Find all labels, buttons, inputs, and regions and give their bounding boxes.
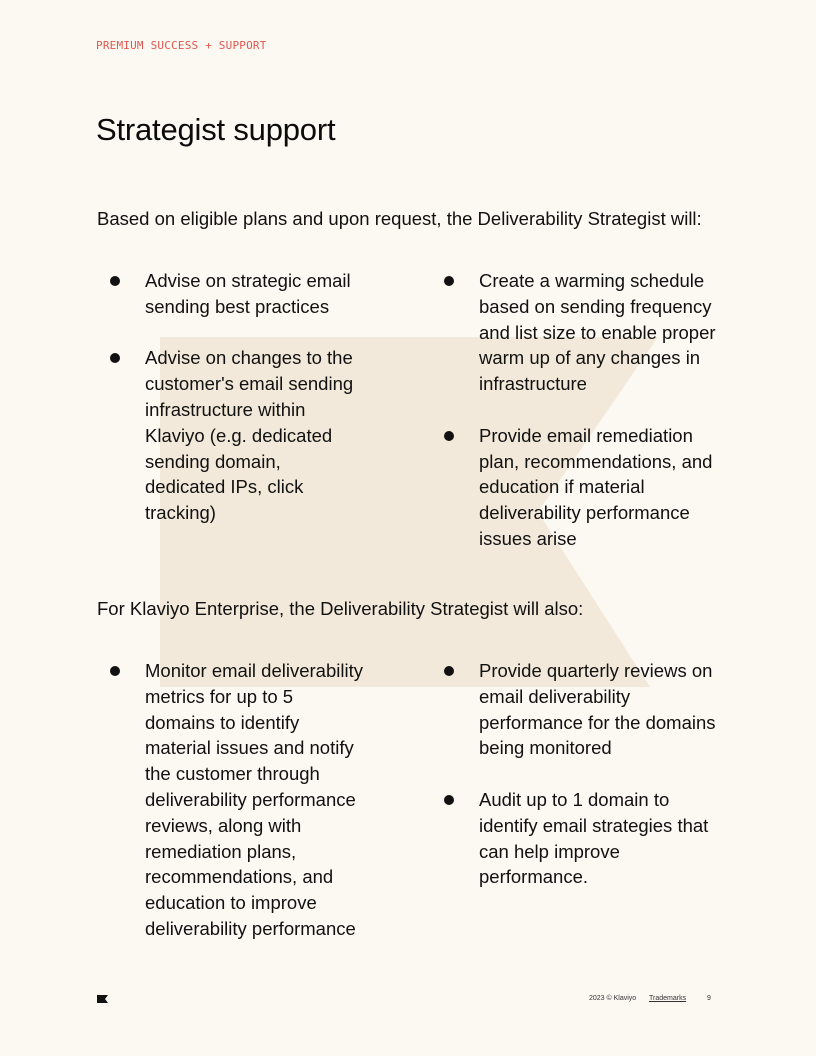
page-title: Strategist support [96,112,336,147]
list-item-text: Audit up to 1 domain to identify email strategies that can help improve performance. [479,788,709,888]
bullet-icon [444,276,454,286]
list-item-text: Provide quarterly reviews on email deliverability performance for the domains being monitored [479,660,716,759]
list-item [444,787,724,890]
list-item-text: Advise on strategic email sending best practices [145,270,351,317]
list-item [110,345,365,526]
list-item-text: Create a warming schedule based on sending frequency and list size to enable proper warm up of any changes in infrastructure [479,270,716,395]
section1-right-list [444,268,724,578]
section2-intro: For Klaviyo Enterprise, the Deliverability Strategist will also: [97,598,584,619]
section2-left-list [110,658,365,968]
list-item [444,423,724,552]
section1-intro: Based on eligible plans and upon request, the Deliverability Strategist will: [97,208,702,229]
page-number: 9 [707,995,711,1002]
bullet-icon [444,431,454,441]
list-item-text: Monitor email deliverability metrics for up to 5 domains to identify material issues and notify the customer through deliverability performance reviews, along with remediation plans, recommendations, and education to improve deliverability performance [145,660,363,939]
list-item-text: Provide email remediation plan, recommendations, and education if material deliverability performance issues arise [479,424,713,549]
bullet-icon [444,666,454,676]
section1-left-list [110,268,365,552]
trademarks-link[interactable]: Trademarks [649,995,687,1002]
section-eyebrow: PREMIUM SUCCESS + SUPPORT [96,39,267,52]
bullet-icon [110,353,120,363]
list-item [110,658,365,942]
klaviyo-flag-icon [97,995,108,1003]
list-item [444,658,724,761]
section2-right-list [444,658,724,916]
bullet-icon [110,276,120,286]
list-item [110,268,365,320]
list-item [444,268,724,397]
footer-copyright: 2023 © Klaviyo [589,995,637,1002]
bullet-icon [444,795,454,805]
bullet-icon [110,666,120,676]
list-item-text: Advise on changes to the customer's email sending infrastructure within Klaviyo (e.g. dedicated sending domain, dedicated IPs, click tracking) [145,347,354,524]
